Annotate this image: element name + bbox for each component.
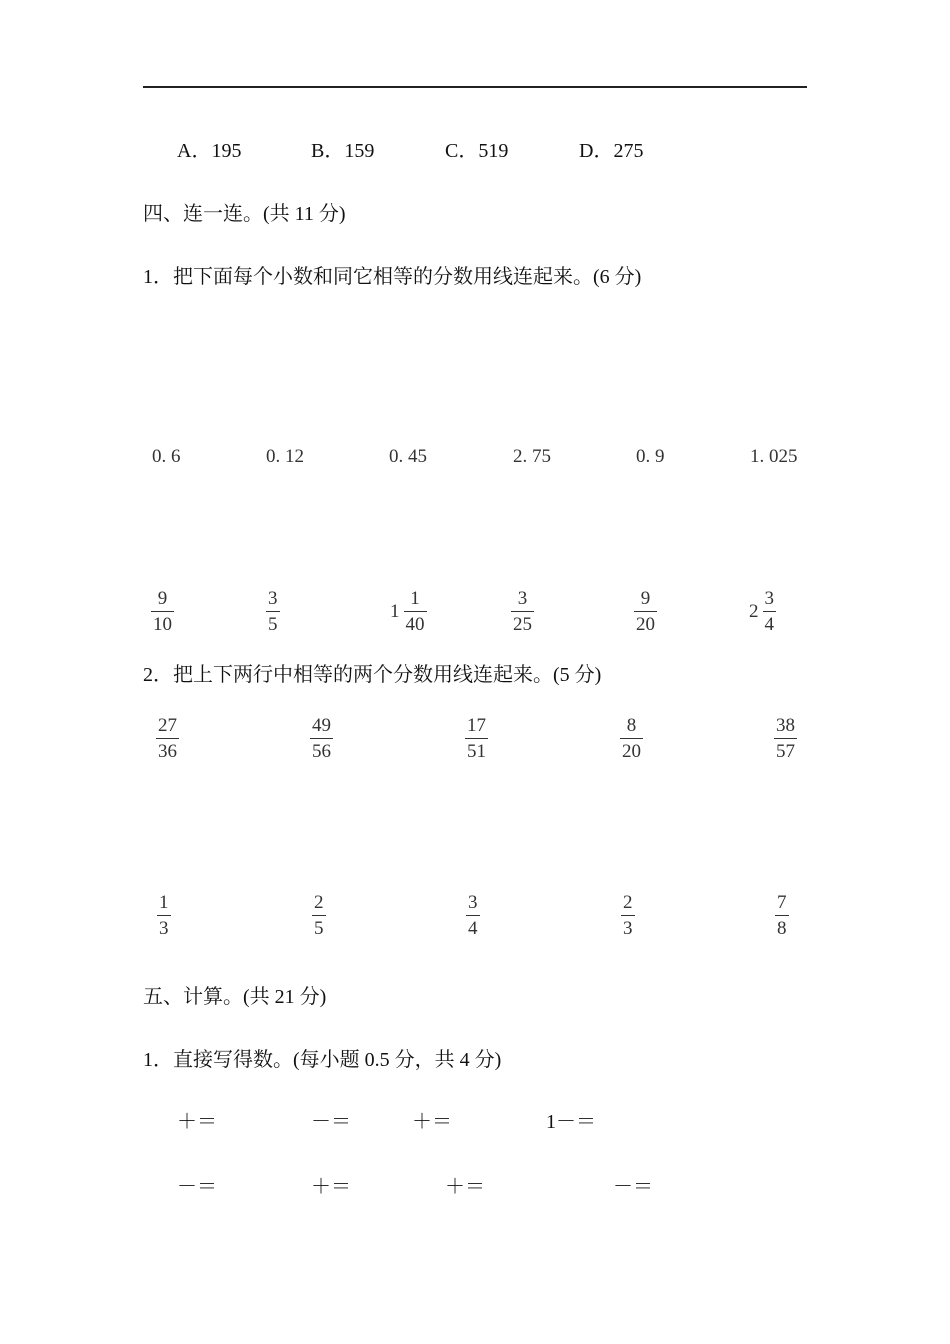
- denominator: 51: [465, 738, 488, 762]
- expression-blank: －＝: [613, 1176, 653, 1198]
- calc-q1-title: 1．直接写得数。(每小题 0.5 分，共 4 分): [143, 1049, 502, 1071]
- section5-title: 五、计算。(共 21 分): [143, 986, 327, 1008]
- bottom-fraction: [466, 892, 480, 939]
- denominator: 4: [763, 611, 777, 635]
- fraction-item: [634, 588, 657, 635]
- bottom-fraction: [312, 892, 326, 939]
- numerator: 9: [157, 588, 168, 609]
- decimal-item: 0. 12: [266, 446, 304, 467]
- denominator: 8: [775, 915, 789, 939]
- expression-blank: ＋＝: [445, 1176, 485, 1198]
- numerator: 49: [312, 715, 331, 736]
- denominator: 20: [620, 738, 643, 762]
- denominator: 36: [156, 738, 179, 762]
- q1-title: 1．把下面每个小数和同它相等的分数用线连起来。(6 分): [143, 266, 642, 288]
- bottom-fraction: [775, 892, 789, 939]
- denominator: 20: [634, 611, 657, 635]
- top-fraction: [310, 715, 333, 762]
- q2-title: 2．把上下两行中相等的两个分数用线连起来。(5 分): [143, 664, 602, 686]
- expression-blank: －＝: [311, 1111, 351, 1133]
- numerator: 3: [517, 588, 528, 609]
- expression-blank: 1－＝: [546, 1111, 596, 1133]
- denominator: 57: [774, 738, 797, 762]
- fraction-item: [266, 588, 280, 635]
- top-fraction: [774, 715, 797, 762]
- top-fraction: [156, 715, 179, 762]
- numerator: 9: [640, 588, 651, 609]
- expression-blank: ＋＝: [177, 1111, 217, 1133]
- numerator: 2: [314, 892, 324, 913]
- decimal-item: 2. 75: [513, 446, 551, 467]
- header-rule: [143, 86, 807, 88]
- numerator: 17: [467, 715, 486, 736]
- denominator: 3: [157, 915, 171, 939]
- bottom-fraction: [157, 892, 171, 939]
- decimal-item: 1. 025: [750, 446, 798, 467]
- whole-part: 2: [749, 600, 759, 622]
- whole-part: 1: [390, 600, 400, 622]
- decimal-item: 0. 6: [152, 446, 181, 467]
- numerator: 2: [623, 892, 633, 913]
- expression-blank: ＋＝: [311, 1176, 351, 1198]
- option-a: A．195: [177, 140, 242, 162]
- numerator: 3: [764, 588, 774, 609]
- option-b: B．159: [311, 140, 375, 162]
- denominator: 40: [404, 611, 427, 635]
- fraction-part: [763, 588, 777, 635]
- numerator: 1: [159, 892, 169, 913]
- numerator: 27: [158, 715, 177, 736]
- expression-blank: ＋＝: [412, 1111, 452, 1133]
- fraction-part: [404, 588, 427, 635]
- decimal-item: 0. 45: [389, 446, 427, 467]
- numerator: 3: [268, 588, 278, 609]
- numerator: 8: [626, 715, 637, 736]
- top-fraction: [620, 715, 643, 762]
- denominator: 4: [466, 915, 480, 939]
- denominator: 3: [621, 915, 635, 939]
- mixed-fraction-item: [390, 588, 427, 635]
- bottom-fraction: [621, 892, 635, 939]
- denominator: 5: [312, 915, 326, 939]
- expression-blank: －＝: [177, 1176, 217, 1198]
- denominator: 56: [310, 738, 333, 762]
- section4-title: 四、连一连。(共 11 分): [143, 203, 346, 225]
- numerator: 38: [776, 715, 795, 736]
- denominator: 25: [511, 611, 534, 635]
- fraction-item: [151, 588, 174, 635]
- numerator: 3: [468, 892, 478, 913]
- denominator: 10: [151, 611, 174, 635]
- numerator: 7: [777, 892, 787, 913]
- option-d: D．275: [579, 140, 644, 162]
- denominator: 5: [266, 611, 280, 635]
- top-fraction: [465, 715, 488, 762]
- mixed-fraction-item: [749, 588, 776, 635]
- numerator: 1: [410, 588, 420, 609]
- fraction-item: [511, 588, 534, 635]
- option-c: C．519: [445, 140, 509, 162]
- decimal-item: 0. 9: [636, 446, 665, 467]
